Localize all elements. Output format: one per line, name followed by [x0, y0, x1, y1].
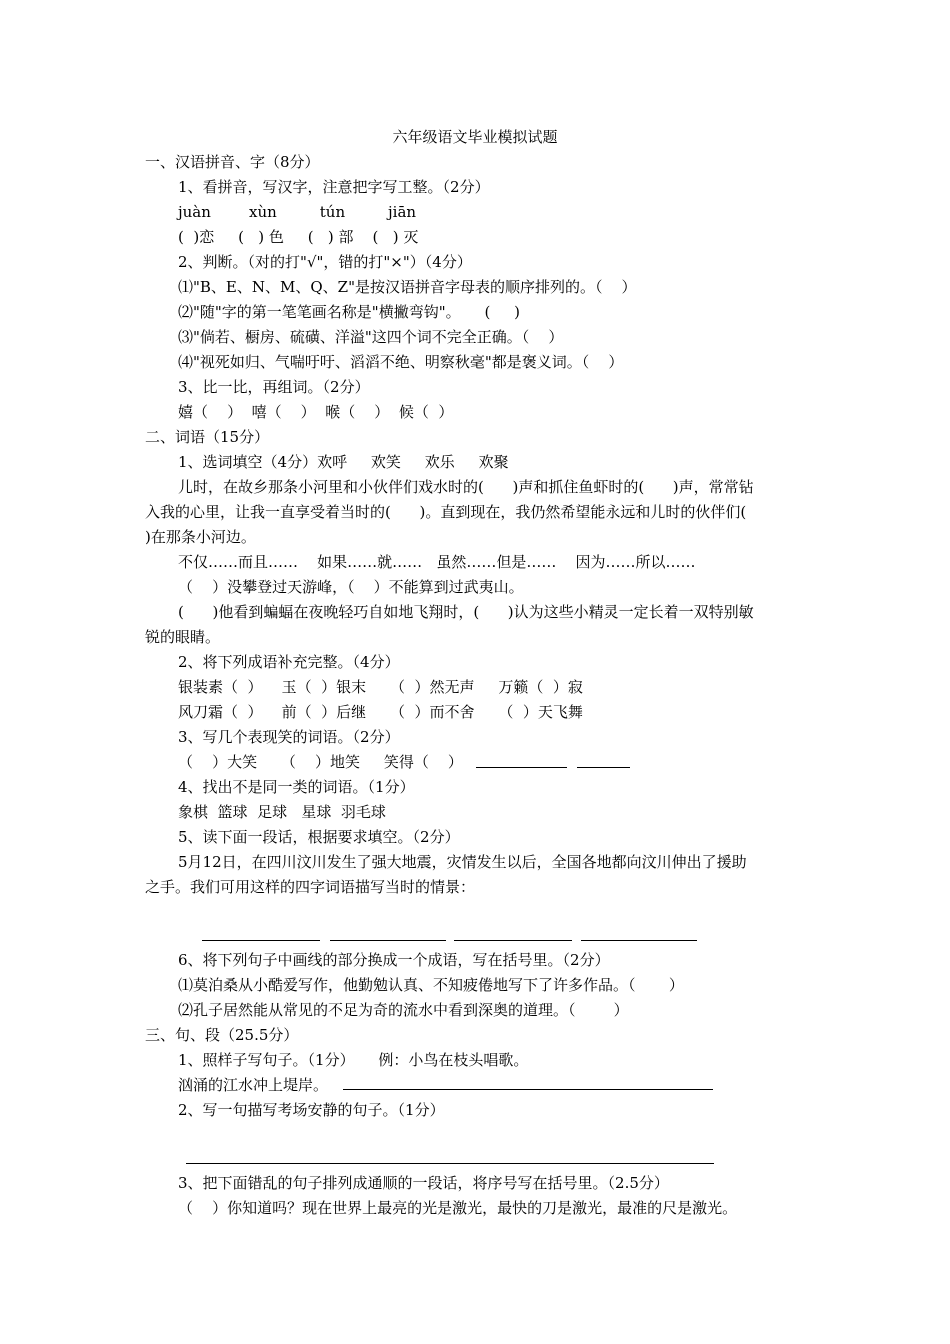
- answer-line[interactable]: [186, 1163, 714, 1164]
- passage-line: （ ）没攀登过天游峰，（ ）不能算到过武夷山。: [178, 578, 524, 596]
- passage-line: 入我的心里，让我一直享受着当时的( )。直到现在，我仍然希望能永远和儿时的伙伴们(: [145, 503, 747, 521]
- passage-line: 之手。我们可用这样的四字词语描写当时的情景：: [145, 878, 476, 896]
- question-text: 1、看拼音，写汉字，注意把字写工整。（2分）: [178, 178, 490, 196]
- passage-line: 5月12日，在四川汶川发生了强大地震，灾情发生以后，全国各地都向汶川伸出了援助: [178, 853, 747, 871]
- pinyin-row: juàn xùn tún jiān: [178, 203, 417, 221]
- answer-line[interactable]: [454, 940, 572, 941]
- sentence-item: 汹涌的江水冲上堤岸。: [178, 1076, 329, 1094]
- idiom-row: 银装素（ ） 玉（ ）银末 （ ）然无声 万籁（ ）寂: [178, 678, 583, 696]
- passage-line: ( )他看到蝙蝠在夜晚轻巧自如地飞翔时，( )认为这些小精灵一定长着一双特别敏: [178, 603, 754, 621]
- sentence-item: ⑴莫泊桑从小酷爱写作，他勤勉认真、不知疲倦地写下了许多作品。（ ）: [178, 976, 684, 994]
- answer-line[interactable]: [330, 940, 446, 941]
- sentence-item: （ ）你知道吗？现在世界上最亮的光是激光，最快的刀是激光，最准的尺是激光。: [178, 1199, 738, 1217]
- answer-line[interactable]: [476, 767, 567, 768]
- question-text: 2、判断。（对的打"√"，错的打"×"）（4分）: [178, 253, 472, 271]
- word-options: 象棋 篮球 足球 星球 羽毛球: [178, 803, 386, 821]
- idiom-row: 风刀霜（ ） 前（ ）后继 （ ）而不舍 （ ）天飞舞: [178, 703, 583, 721]
- question-text: 2、写一句描写考场安静的句子。（1分）: [178, 1101, 445, 1119]
- question-text: 1、照样子写句子。（1分） 例：小鸟在枝头唱歌。: [178, 1051, 529, 1069]
- question-text: 2、将下列成语补充完整。（4分）: [178, 653, 400, 671]
- section-heading-sentences: 三、句、段（25.5分）: [145, 1026, 299, 1044]
- page-title: 六年级语文毕业模拟试题: [392, 128, 558, 146]
- question-text: 6、将下列句子中画线的部分换成一个成语，写在括号里。（2分）: [178, 951, 610, 969]
- sentence-item: ⑵孔子居然能从常见的不足为奇的流水中看到深奥的道理。（ ）: [178, 1001, 629, 1019]
- question-text: 1、选词填空（4分）欢呼 欢笑 欢乐 欢聚: [178, 453, 509, 471]
- judgement-item: ⑷"视死如归、气喘吁吁、滔滔不绝、明察秋毫"都是褒义词。（ ）: [178, 353, 624, 371]
- judgement-item: ⑵"随"字的第一笔笔画名称是"横撇弯钩"。 ( ): [178, 303, 520, 321]
- answer-blank-row: ( )恋 ( ) 色 ( ) 部 ( ) 灭: [178, 228, 419, 246]
- question-text: 3、比一比，再组词。（2分）: [178, 378, 370, 396]
- answer-line[interactable]: [581, 940, 697, 941]
- passage-line: 儿时，在故乡那条小河里和小伙伴们戏水时的( )声和抓住鱼虾时的( )声，常常钻: [178, 478, 754, 496]
- conjunction-options: 不仅……而且…… 如果……就…… 虽然……但是…… 因为……所以……: [178, 553, 696, 571]
- question-text: 3、把下面错乱的句子排列成通顺的一段话，将序号写在括号里。（2.5分）: [178, 1174, 669, 1192]
- answer-blank-row: （ ）大笑 （ ）地笑 笑得（ ）: [178, 753, 463, 771]
- question-text: 5、读下面一段话，根据要求填空。（2分）: [178, 828, 460, 846]
- question-text: 3、写几个表现笑的词语。（2分）: [178, 728, 400, 746]
- section-heading-words: 二、词语（15分）: [145, 428, 270, 446]
- judgement-item: ⑴"B、E、N、M、Q、Z"是按汉语拼音字母表的顺序排列的。（ ）: [178, 278, 637, 296]
- judgement-item: ⑶"倘若、橱房、硫磺、洋溢"这四个词不完全正确。（ ）: [178, 328, 564, 346]
- section-heading-pinyin: 一、汉语拼音、字（8分）: [145, 153, 320, 171]
- answer-line[interactable]: [343, 1089, 713, 1090]
- passage-line: 锐的眼睛。: [145, 628, 221, 646]
- passage-line: )在那条小河边。: [145, 528, 256, 546]
- question-text: 4、找出不是同一类的词语。（1分）: [178, 778, 415, 796]
- answer-line[interactable]: [202, 940, 320, 941]
- answer-line[interactable]: [577, 767, 630, 768]
- answer-blank-row: 嬉（ ） 嘻（ ） 喉（ ） 候（ ）: [178, 403, 454, 421]
